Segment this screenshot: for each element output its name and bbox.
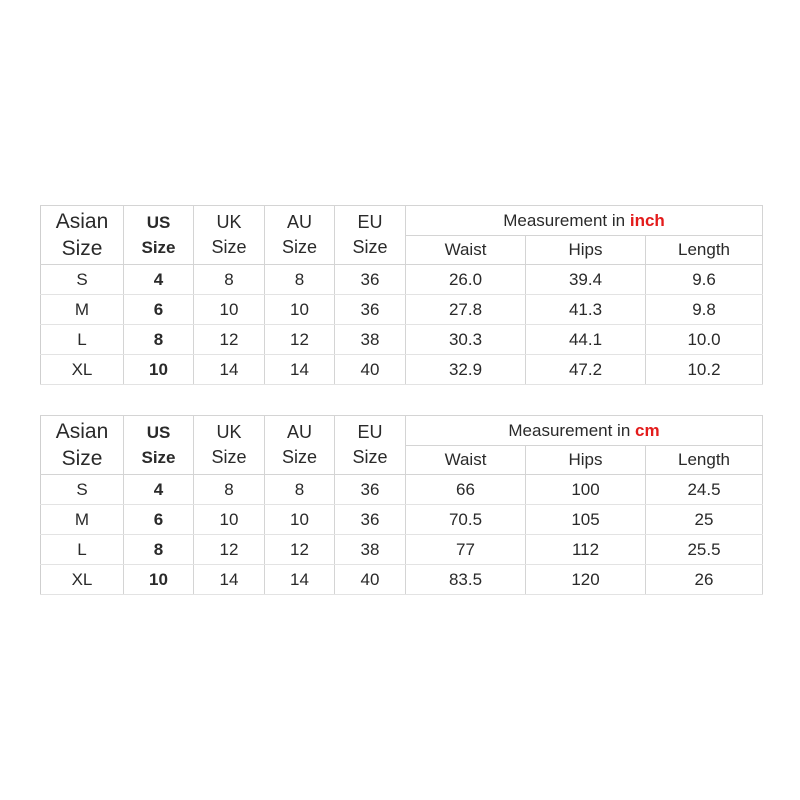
hips-cell: 39.4 xyxy=(526,265,646,295)
waist-header: Waist xyxy=(406,236,526,265)
eu-size-cell: 36 xyxy=(335,505,406,535)
table-row xyxy=(41,325,763,355)
waist-cell: 32.9 xyxy=(406,355,526,385)
asian-size-cell: M xyxy=(41,505,124,535)
us-size-cell: 8 xyxy=(124,535,194,565)
waist-cell: 70.5 xyxy=(406,505,526,535)
us-size-cell: 10 xyxy=(124,355,194,385)
us-size-cell: 10 xyxy=(124,565,194,595)
us-size-cell: 6 xyxy=(124,505,194,535)
waist-cell: 27.8 xyxy=(406,295,526,325)
eu-size-cell: 38 xyxy=(335,325,406,355)
us-size-header: US Size xyxy=(124,416,194,475)
au-size-cell: 14 xyxy=(265,565,335,595)
hips-cell: 112 xyxy=(526,535,646,565)
us-size-header: US Size xyxy=(124,206,194,265)
table-row xyxy=(41,535,763,565)
length-cell: 26 xyxy=(646,565,763,595)
length-cell: 24.5 xyxy=(646,475,763,505)
table-row xyxy=(41,565,763,595)
eu-size-cell: 36 xyxy=(335,475,406,505)
hips-header: Hips xyxy=(526,236,646,265)
au-size-cell: 14 xyxy=(265,355,335,385)
asian-size-header: Asian Size xyxy=(41,206,124,265)
eu-size-cell: 38 xyxy=(335,535,406,565)
measurement-header: Measurement in inch xyxy=(406,206,763,236)
waist-cell: 66 xyxy=(406,475,526,505)
uk-size-cell: 8 xyxy=(194,475,265,505)
size-chart-inch-table xyxy=(40,205,763,385)
hips-cell: 41.3 xyxy=(526,295,646,325)
au-size-header: AU Size xyxy=(265,206,335,265)
eu-size-cell: 36 xyxy=(335,295,406,325)
waist-cell: 77 xyxy=(406,535,526,565)
us-size-cell: 6 xyxy=(124,295,194,325)
eu-size-header: EU Size xyxy=(335,206,406,265)
hips-cell: 120 xyxy=(526,565,646,595)
uk-size-cell: 12 xyxy=(194,325,265,355)
us-size-cell: 8 xyxy=(124,325,194,355)
eu-size-cell: 36 xyxy=(335,265,406,295)
waist-cell: 83.5 xyxy=(406,565,526,595)
hips-cell: 47.2 xyxy=(526,355,646,385)
au-size-cell: 10 xyxy=(265,505,335,535)
us-size-cell: 4 xyxy=(124,265,194,295)
asian-size-cell: M xyxy=(41,295,124,325)
waist-cell: 30.3 xyxy=(406,325,526,355)
asian-size-cell: XL xyxy=(41,565,124,595)
unit-label: inch xyxy=(629,210,665,230)
hips-header: Hips xyxy=(526,446,646,475)
length-cell: 9.6 xyxy=(646,265,763,295)
length-cell: 9.8 xyxy=(646,295,763,325)
waist-cell: 26.0 xyxy=(406,265,526,295)
uk-size-header: UK Size xyxy=(194,416,265,475)
measurement-header: Measurement in cm xyxy=(406,416,763,446)
table-row xyxy=(41,505,763,535)
uk-size-cell: 14 xyxy=(194,355,265,385)
hips-cell: 100 xyxy=(526,475,646,505)
length-cell: 25 xyxy=(646,505,763,535)
length-cell: 25.5 xyxy=(646,535,763,565)
length-header: Length xyxy=(646,446,763,475)
table-row xyxy=(41,265,763,295)
asian-size-cell: S xyxy=(41,475,124,505)
uk-size-cell: 10 xyxy=(194,295,265,325)
length-header: Length xyxy=(646,236,763,265)
table-row xyxy=(41,295,763,325)
size-chart-cm-table xyxy=(40,415,763,595)
asian-size-header: Asian Size xyxy=(41,416,124,475)
au-size-cell: 8 xyxy=(265,475,335,505)
uk-size-header: UK Size xyxy=(194,206,265,265)
length-cell: 10.2 xyxy=(646,355,763,385)
au-size-cell: 10 xyxy=(265,295,335,325)
asian-size-cell: L xyxy=(41,535,124,565)
eu-size-cell: 40 xyxy=(335,565,406,595)
uk-size-cell: 12 xyxy=(194,535,265,565)
au-size-cell: 8 xyxy=(265,265,335,295)
us-size-cell: 4 xyxy=(124,475,194,505)
unit-label: cm xyxy=(635,420,660,440)
table-row xyxy=(41,355,763,385)
hips-cell: 105 xyxy=(526,505,646,535)
asian-size-cell: L xyxy=(41,325,124,355)
length-cell: 10.0 xyxy=(646,325,763,355)
au-size-cell: 12 xyxy=(265,535,335,565)
table-row xyxy=(41,475,763,505)
hips-cell: 44.1 xyxy=(526,325,646,355)
uk-size-cell: 14 xyxy=(194,565,265,595)
asian-size-cell: S xyxy=(41,265,124,295)
au-size-cell: 12 xyxy=(265,325,335,355)
waist-header: Waist xyxy=(406,446,526,475)
eu-size-cell: 40 xyxy=(335,355,406,385)
uk-size-cell: 10 xyxy=(194,505,265,535)
uk-size-cell: 8 xyxy=(194,265,265,295)
au-size-header: AU Size xyxy=(265,416,335,475)
asian-size-cell: XL xyxy=(41,355,124,385)
eu-size-header: EU Size xyxy=(335,416,406,475)
